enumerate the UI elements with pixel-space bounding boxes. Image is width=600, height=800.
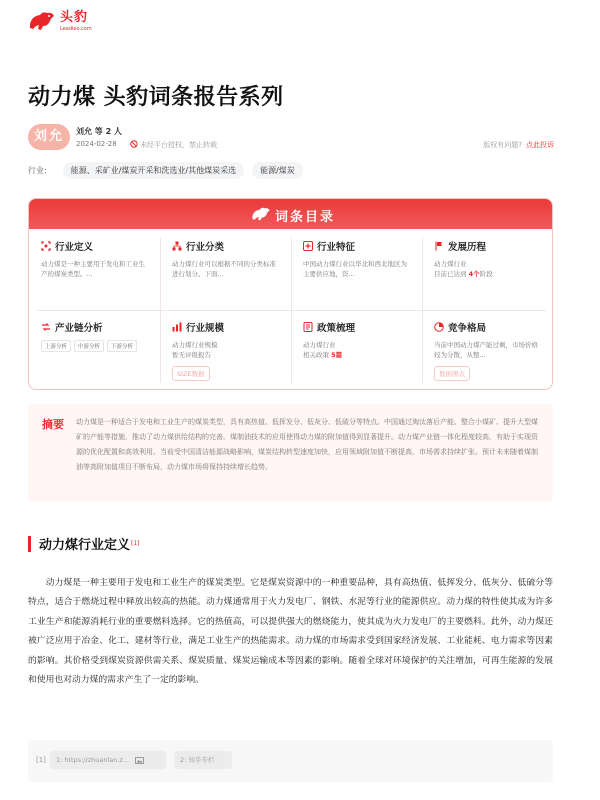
chart-data-button[interactable]: 数据图表 [434,366,470,381]
rights-question-text: 版权有问题? [483,141,522,149]
page-title: 动力煤 头豹词条报告系列 [28,85,284,110]
catalog-item-features[interactable] [291,229,422,310]
section-reference[interactable]: [1] [131,540,140,547]
no-entry-icon [130,140,138,148]
references-box [28,740,553,782]
rights-question [483,140,554,150]
size-data-button[interactable]: SIZE数据 [172,366,210,381]
reference-link[interactable] [50,751,166,769]
catalog-desc-line: 动力煤行业规模 [172,341,218,349]
image-icon [135,757,144,764]
catalog-item-title: 行业定义 [55,242,94,253]
leopard-icon [251,205,271,223]
competition-icon [434,322,444,332]
catalog-item-desc [434,259,541,279]
catalog-item-desc [303,340,410,360]
reference-text: 1: https://zhuanlan.z... [56,756,130,764]
catalog-item-title: 行业规模 [186,323,225,334]
leopard-logo-icon [28,10,56,32]
catalog-item-title: 政策梳理 [317,323,356,334]
catalog-desc-line: 相关政策 [303,351,329,359]
stage-count: 4个 [468,270,480,278]
catalog-item-desc: 中国动力煤行业以华北和西北地区为主要供应地，资... [303,260,407,278]
subtag-midstream[interactable]: 中游分析 [74,340,104,352]
catalog-grid [29,229,552,390]
history-icon [434,241,444,251]
subtag-downstream[interactable]: 下游分析 [107,340,137,352]
catalog-item-desc: 动力煤是一种主要用于发电和工业生产的煤炭类型。... [41,260,145,278]
subtag-upstream[interactable]: 上游分析 [41,340,71,352]
catalog-title: 词条目录 [275,210,336,225]
catalog-desc-line: 动力煤行业 [434,260,467,268]
industry-label: 行业: [28,166,47,175]
catalog-desc-suffix: 阶段 [479,270,493,278]
summary-box [28,404,553,502]
catalog-item-policy[interactable] [291,310,422,390]
author-name[interactable]: 刘允 等 2 人 [76,127,122,136]
reference-label: [1] [36,756,46,764]
catalog-item-chain[interactable] [29,310,160,390]
features-icon [303,241,313,251]
section-title: 动力煤行业定义 [39,538,131,553]
avatar[interactable]: 刘允 [28,124,70,150]
catalog-item-definition[interactable] [29,229,160,310]
catalog-item-title: 行业特征 [317,242,356,253]
catalog-card [28,198,553,390]
summary-text: 动力煤是一种适合于发电和工业生产的煤炭类型，具有高热值、低挥发分、低灰分、低硫分等特点。中国通过淘汰落后产能、整合小煤矿、提升大型煤矿的产能等措施，推动了动力煤供给结构的完善。煤制油技术的应用使得动力煤的附加值得到显著提升。动力煤产业链一体化程度较高，有助于实现资源的优化配置和高效利用。当前受中国清洁能源战略影响，煤炭结构转型速度加快，应用领域附加值不断提高，市场需求持续扩张。预计未来随着煤制油等高附加值项目不断布局，动力煤市场将保持持续增长趋势。 [76,418,538,471]
brand-logo[interactable] [28,10,92,33]
catalog-item-desc [172,340,279,360]
catalog-desc-line: 动力煤行业 [303,341,336,349]
industry-tag[interactable]: 能源/煤炭 [252,162,303,179]
definition-paragraph: 动力煤是一种主要用于发电和工业生产的煤炭类型。它是煤炭资源中的一种重要品种，具有高热值、低挥发分、低灰分、低硫分等特点，适合于燃烧过程中释放出较高的热能。动力煤通常用于火力发电厂、钢铁、水泥等行业的能源供应。动力煤的特性使其成为许多工业生产和能源消耗行业的重要燃料选择。它的热值高，可以提供强大的燃烧能力，使其成为火力发电厂的主要燃料。此外，动力煤还被广泛应用于冶金、化工、建材等行业，满足工业生产的热能需求。动力煤的市场需求受到国家经济发展、工业能耗、电力需求等因素的影响。其价格受到煤炭资源供需关系、煤炭质量、煤炭运输成本等因素的影响。随着全球对环境保护的关注增加，可再生能源的发展和使用也对动力煤的需求产生了一定的影响。 [28,578,553,686]
reference-link[interactable] [174,751,232,769]
catalog-item-competition[interactable] [422,310,553,390]
author-row [28,124,554,152]
scale-icon [172,322,182,332]
policy-icon [303,322,313,332]
catalog-item-history[interactable] [422,229,553,310]
catalog-item-scale[interactable] [160,310,291,390]
chain-icon [41,322,51,332]
summary-label: 摘要 [42,418,64,431]
catalog-item-desc: 动力煤行业可以根据不同的分类标准进行划分。下面... [172,260,276,278]
section-accent-bar [28,536,31,552]
copyright-notice: 未经平台授权，禁止转载 [140,141,217,149]
section-heading [28,534,140,553]
publish-date: 2024-02-28 [76,140,117,148]
chain-subtags [41,340,148,352]
catalog-item-desc: 当前中国动力煤产能过剩，市场价格较为分散，从整... [434,341,538,359]
complaint-link[interactable]: 点此投诉 [526,141,554,149]
catalog-header [29,199,552,229]
catalog-desc-line: 暂无评级报告 [172,351,211,359]
catalog-item-title: 竞争格局 [448,323,487,334]
catalog-item-title: 行业分类 [186,242,225,253]
catalog-desc-line: 目前已达到 [434,270,467,278]
catalog-item-classification[interactable] [160,229,291,310]
definition-icon [41,241,51,251]
classification-icon [172,241,182,251]
catalog-item-title: 发展历程 [448,242,487,253]
logo-text: 头豹 [60,10,89,25]
logo-domain: Leadleo.com [60,26,92,32]
industry-row [28,162,311,179]
policy-count: 5篇 [331,351,343,359]
reference-text: 2: 知乎专栏 [180,756,215,764]
industry-tag[interactable]: 能源、采矿业/煤炭开采和洗选业/其他煤炭采选 [63,162,244,179]
catalog-item-title: 产业链分析 [55,323,103,334]
